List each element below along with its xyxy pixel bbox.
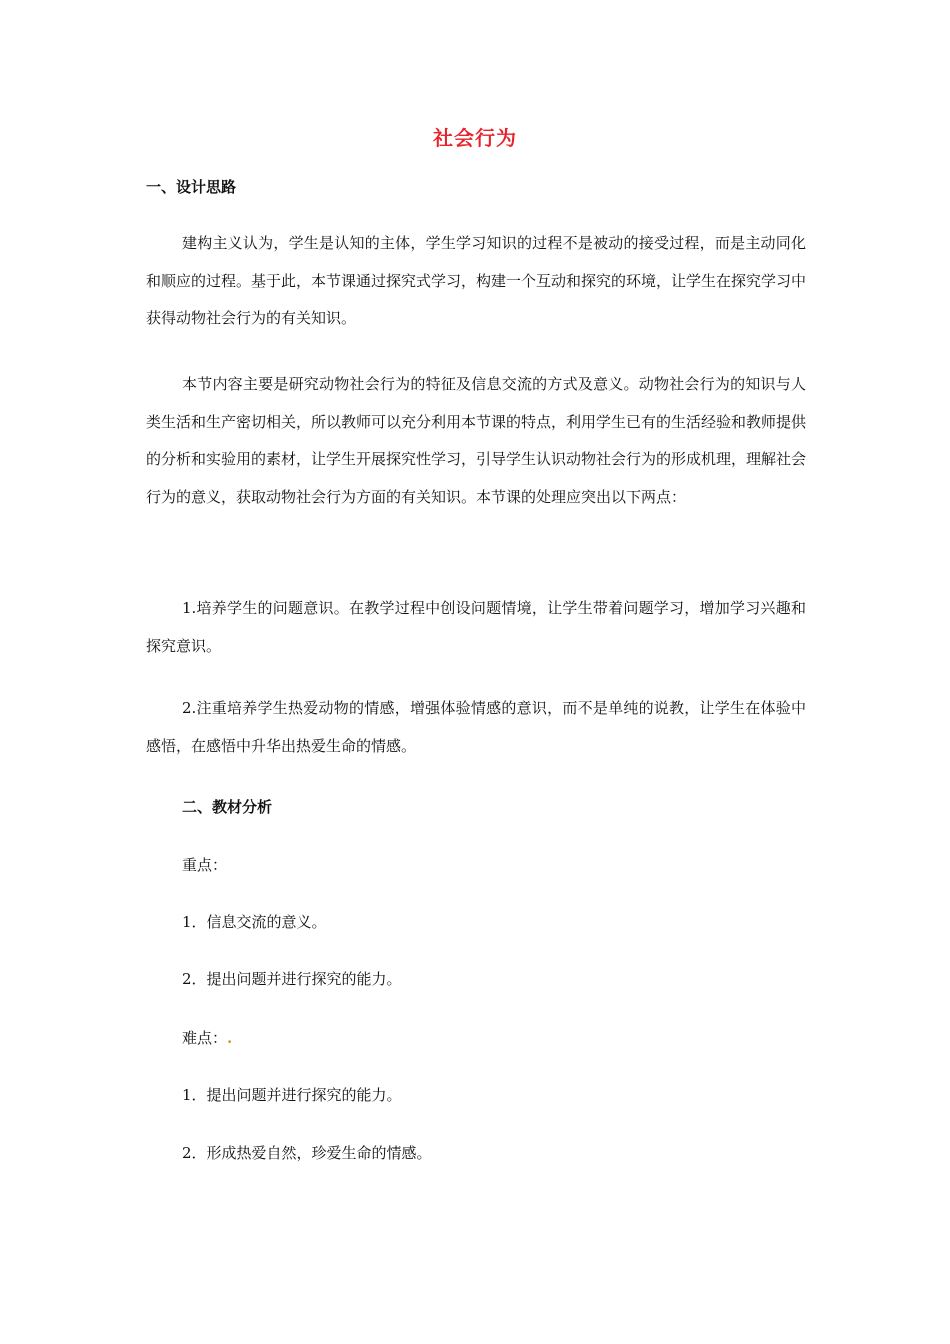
difficult-points-label: 难点： <box>182 1029 228 1047</box>
difficult-points-label-row <box>182 1027 232 1048</box>
difficult-point-item: 1．提出问题并进行探究的能力。 <box>182 1086 402 1104</box>
paragraph-point-2: 2.注重培养学生热爱动物的情感，增强体验情感的意识，而不是单纯的说教，让学生在体验中感悟，在感悟中升华出热爱生命的情感。 <box>146 699 806 755</box>
paragraph-point-1: 1.培养学生的问题意识。在教学过程中创设问题情境，让学生带着问题学习，增加学习兴趣和探究意识。 <box>146 599 806 655</box>
document-title: 社会行为 <box>433 126 517 150</box>
paragraph-content-overview: 本节内容主要是研究动物社会行为的特征及信息交流的方式及意义。动物社会行为的知识与人类生活和生产密切相关，所以教师可以充分利用本节课的特点，利用学生已有的生活经验和教师提供的分析和实验用的素材，让学生开展探究性学习，引导学生认识动物社会行为的形成机理，理解社会行为的意义，获取动物社会行为方面的有关知识。本节课的处理应突出以下两点： <box>146 375 807 506</box>
difficult-points-mark: . <box>227 1029 233 1047</box>
key-points-label: 重点： <box>182 856 228 874</box>
section-heading-design: 一、设计思路 <box>146 178 237 196</box>
difficult-point-item: 2．形成热爱自然，珍爱生命的情感。 <box>182 1144 432 1162</box>
paragraph-constructivism: 建构主义认为，学生是认知的主体，学生学习知识的过程不是被动的接受过程，而是主动同化和顺应的过程。基于此，本节课通过探究式学习，构建一个互动和探究的环境，让学生在探究学习中获得动物社会行为的有关知识。 <box>146 234 807 327</box>
key-point-item: 2．提出问题并进行探究的能力。 <box>182 970 402 988</box>
key-point-item: 1．信息交流的意义。 <box>182 913 327 931</box>
section-heading-analysis: 二、教材分析 <box>182 798 273 816</box>
